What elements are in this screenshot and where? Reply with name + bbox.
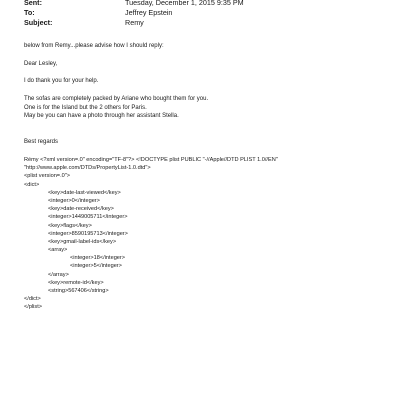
paragraph-line-1: The sofas are completely packed by Ariane who bought them for you. <box>24 96 209 102</box>
to-label: To: <box>24 8 35 17</box>
code-line-2: "http://www.apple.com/DTDs/PropertyList-1.0.dtd"> <box>24 165 151 172</box>
code-line-10: <integer>8590195713</integer> <box>48 230 128 237</box>
code-line-17: <string>567406</string> <box>48 288 109 294</box>
code-line-12: <array> <box>48 247 68 254</box>
code-line-5: <key>date-last-viewed</key> <box>48 189 121 196</box>
greeting-text <box>24 60 57 69</box>
intro-text <box>24 42 164 51</box>
closing-line: Best regards <box>24 139 59 145</box>
code-line-1: Rémy <?xml version=.0" encoding="TF-8"?> <!DOCTYPE plist PUBLIC "-//Apple//DTD PLIST 1.0//EN" <box>24 157 278 163</box>
closing-text <box>24 138 58 147</box>
paragraph-line-3: May be you can have a photo through her assistant Stella. <box>24 113 179 119</box>
code-line-11: <key>gmail-label-ids</key> <box>48 238 117 245</box>
code-line-15: </array> <box>48 271 69 278</box>
code-line-7: <key>date-received</key> <box>48 206 114 213</box>
to-value: Jeffrey Epstein <box>125 8 173 17</box>
code-line-3: <plist version=.0"> <box>24 173 70 180</box>
code-line-19: </plist> <box>24 304 43 311</box>
code-line-9: <key>flags</key> <box>48 222 92 229</box>
code-line-4: <dict> <box>24 181 40 188</box>
plist-code-block <box>24 156 278 312</box>
sent-label: Sent: <box>24 0 42 7</box>
code-line-13: <integer>18</integer> <box>70 255 126 262</box>
code-line-16: <key>remote-id</key> <box>48 279 104 286</box>
greeting-line: Dear Lesley, <box>24 61 58 67</box>
code-line-8: <integer>1449005711</integer> <box>48 214 128 221</box>
thanks-line: I do thank you for your help. <box>24 78 99 84</box>
message-paragraph <box>24 95 208 121</box>
intro-line: below from Remy...please advise how I should reply: <box>24 43 164 49</box>
sent-value: Tuesday, December 1, 2015 9:35 PM <box>125 0 244 7</box>
code-line-6: <integer>0</integer> <box>48 197 100 204</box>
paragraph-line-2: One is for the Island but the 2 others for Paris. <box>24 104 147 111</box>
thanks-text <box>24 77 98 86</box>
code-line-18: </dict> <box>24 296 41 303</box>
code-line-14: <integer>5</integer> <box>70 263 122 270</box>
subject-label: Subject: <box>24 18 53 27</box>
subject-value: Remy <box>125 18 144 27</box>
